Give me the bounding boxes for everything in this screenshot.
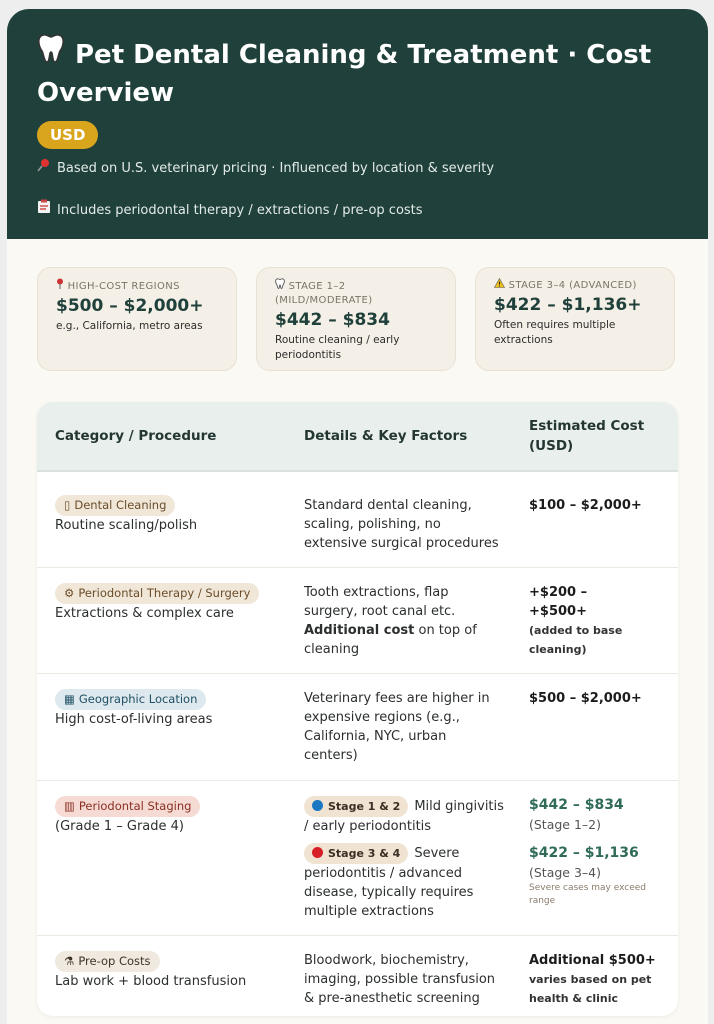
table-row <box>37 673 678 781</box>
row-cost: $100 – $2,000+ <box>529 498 642 513</box>
stage-details <box>304 796 504 921</box>
flask-icon: ⚗ <box>64 954 75 968</box>
stage-b-cost: $422 – $1,136 <box>529 845 639 861</box>
table-header <box>37 402 678 472</box>
category-subtitle: Routine scaling/polish <box>55 518 198 533</box>
table-row <box>37 567 678 674</box>
stat-sub: e.g., California, metro areas <box>56 320 203 332</box>
stat-label: STAGE 3–4 (ADVANCED) <box>494 278 656 293</box>
category-subtitle: High cost-of-living areas <box>55 712 213 727</box>
header <box>7 9 708 239</box>
row-details: Veterinary fees are higher in expensive regions (e.g., California, NYC, urban centers) <box>304 691 490 763</box>
row-details: Bloodwork, biochemistry, imaging, possible transfusion & pre-anesthetic screening <box>304 953 496 1006</box>
note-1-text: Based on U.S. veterinary pricing · Influenced by location & severity <box>57 161 495 176</box>
pin-icon <box>56 281 64 292</box>
stage-pill: Stage 3 & 4 <box>304 843 408 864</box>
row-details: Tooth extractions, flap surgery, root canal etc. Additional cost on top of cleaning <box>304 585 477 657</box>
stage-a: Stage 1 & 2 Mild gingivitis / early periodontitis <box>304 796 504 836</box>
stat-label: HIGH-COST REGIONS <box>56 278 218 294</box>
cost-card <box>7 9 708 1024</box>
stat-label: STAGE 1–2 (MILD/MODERATE) <box>275 278 437 308</box>
stat-value: $422 – $1,136+ <box>494 295 642 315</box>
stat-card-stage-1-2 <box>256 267 456 371</box>
stat-value: $500 – $2,000+ <box>56 296 204 316</box>
row-details: Standard dental cleaning, scaling, polishing, no extensive surgical procedures <box>304 498 499 551</box>
table-row <box>37 472 678 568</box>
gear-icon: ⚙ <box>64 586 75 600</box>
category-subtitle: (Grade 1 – Grade 4) <box>55 819 184 834</box>
stage-pill: Stage 1 & 2 <box>304 796 408 817</box>
stat-sub: Routine cleaning / early periodontitis <box>275 334 400 361</box>
stage-a-cost: $442 – $834 <box>529 797 624 813</box>
table-row <box>37 935 678 1016</box>
category-tag: ▥ Periodontal Staging <box>55 796 200 817</box>
warning-icon <box>494 280 505 291</box>
stat-card-high-cost <box>37 267 237 371</box>
category-tag: ▯ Dental Cleaning <box>55 495 175 516</box>
tooth-icon <box>37 33 69 74</box>
note-line-1 <box>37 158 494 176</box>
category-tag: ▦ Geographic Location <box>55 689 206 710</box>
stage-b-note: (Stage 3–4) <box>529 865 602 880</box>
row-cost: Additional $500+ <box>529 953 656 968</box>
map-icon: ▦ <box>64 692 75 706</box>
page-title <box>37 33 657 112</box>
title-text: Pet Dental Cleaning & Treatment · Cost Overview <box>37 40 652 108</box>
pushpin-icon <box>37 158 57 176</box>
chart-icon: ▥ <box>64 799 75 813</box>
row-cost: $500 – $2,000+ <box>529 691 642 706</box>
stat-card-stage-3-4 <box>475 267 675 371</box>
column-header-details: Details & Key Factors <box>304 428 468 444</box>
row-cost-note: varies based on pet health & clinic <box>529 973 652 1005</box>
cost-table <box>37 402 678 1016</box>
stat-sub: Often requires multiple extractions <box>494 319 616 346</box>
category-subtitle: Extractions & complex care <box>55 606 234 621</box>
row-cost-note: (added to base cleaning) <box>529 624 623 656</box>
currency-badge: USD <box>37 121 98 149</box>
stage-a-note: (Stage 1–2) <box>529 817 602 832</box>
stat-value: $442 – $834 <box>275 310 390 330</box>
column-header-cost: Estimated Cost (USD) <box>529 418 645 454</box>
category-tag: ⚙ Periodontal Therapy / Surgery <box>55 583 259 604</box>
stage-b-tiny-note: Severe cases may exceed range <box>529 883 647 906</box>
tooth-icon: ▯ <box>64 498 71 512</box>
note-line-2 <box>37 199 423 218</box>
table-row <box>37 780 678 936</box>
clipboard-icon <box>37 199 57 218</box>
tooth-icon <box>275 281 285 292</box>
row-cost: +$200 – +$500+ <box>529 585 588 619</box>
category-tag: ⚗ Pre-op Costs <box>55 951 160 972</box>
column-header-category: Category / Procedure <box>55 428 217 444</box>
stage-b: Stage 3 & 4 Severe periodontitis / advanced disease, typically requires multiple extractions <box>304 843 504 921</box>
category-subtitle: Lab work + blood transfusion <box>55 974 247 989</box>
note-2-text: Includes periodontal therapy / extractions / pre-op costs <box>57 203 423 218</box>
